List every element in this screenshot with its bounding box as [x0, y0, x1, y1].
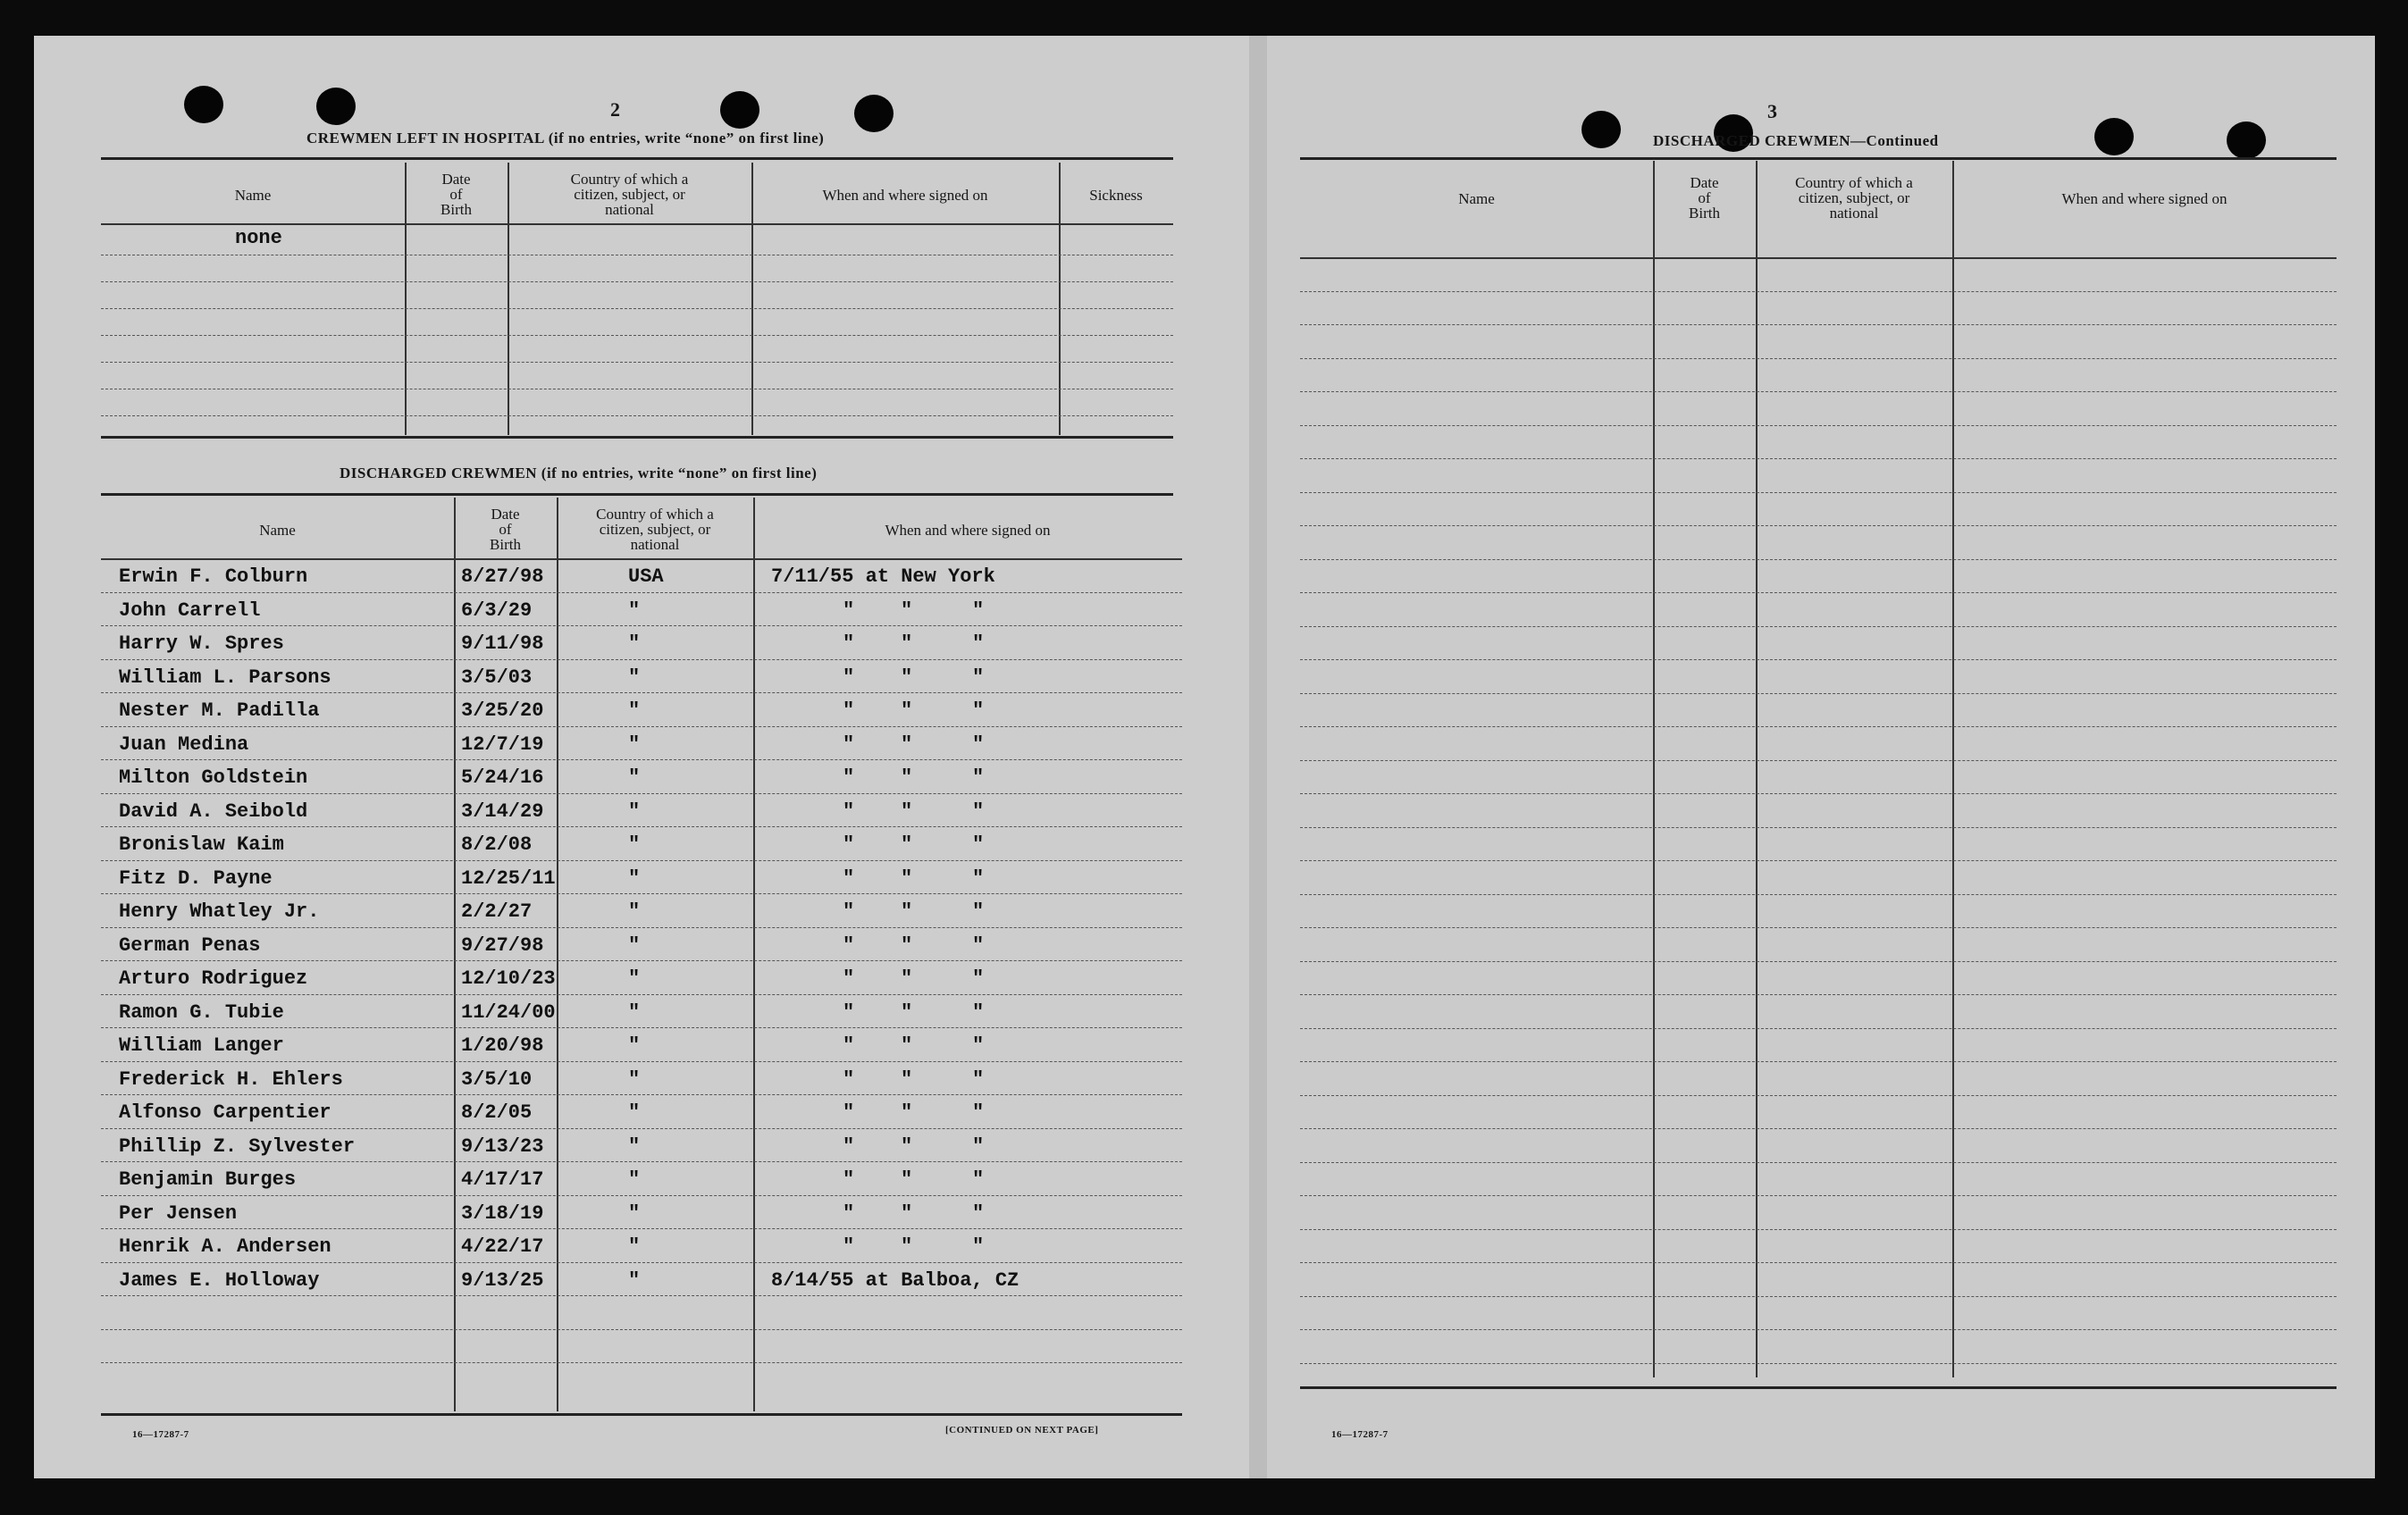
crewman-signed-on-ditto: ": [843, 632, 855, 655]
crewman-signed-on: 8/14/55 at Balboa, CZ: [771, 1268, 1019, 1292]
entry-line: [1300, 1195, 2337, 1196]
crewman-country: ": [628, 598, 641, 622]
crewman-signed-on-ditto: ": [843, 732, 855, 756]
entry-line: [1300, 827, 2337, 828]
crewman-signed-on-ditto: ": [901, 632, 913, 655]
entry-line: [1300, 358, 2337, 359]
crewman-country: ": [628, 1000, 641, 1024]
entry-line: [101, 362, 1173, 363]
entry-line: [1300, 1229, 2337, 1230]
col-head-country: Country of which a citizen, subject, or national: [570, 171, 689, 218]
entry-line: [1300, 458, 2337, 459]
crewman-signed-on-ditto: ": [972, 632, 985, 655]
crewman-signed-on-ditto: ": [901, 766, 913, 789]
crewman-name: Bronislaw Kaim: [119, 833, 284, 856]
crewman-signed-on-ditto: ": [901, 699, 913, 722]
crewman-name: Per Jensen: [119, 1201, 238, 1225]
crewman-country: ": [628, 732, 641, 756]
crewman-signed-on-ditto: ": [843, 1235, 855, 1258]
crewman-signed-on-ditto: ": [972, 1067, 985, 1091]
crewman-signed-on-ditto: ": [843, 799, 855, 823]
crewman-dob: 11/24/00: [461, 1000, 556, 1024]
entry-line: [101, 1262, 1182, 1263]
header-rule: [101, 223, 1173, 225]
col-head-dob: Date of Birth: [490, 506, 521, 553]
entry-line: [101, 281, 1173, 282]
entry-line: [1300, 927, 2337, 928]
entry-line: [101, 960, 1182, 961]
crewman-dob: 12/7/19: [461, 732, 544, 756]
crewman-name: Fitz D. Payne: [119, 866, 273, 890]
entry-line: [101, 860, 1182, 861]
crewman-country: ": [628, 967, 641, 990]
crewman-signed-on-ditto: ": [972, 833, 985, 856]
crewman-signed-on-ditto: ": [972, 1168, 985, 1191]
crewman-name: Harry W. Spres: [119, 632, 284, 655]
entry-line: [1300, 961, 2337, 962]
page-number: 3: [1767, 100, 1777, 122]
entry-line: [1300, 693, 2337, 694]
crewman-dob: 3/5/03: [461, 665, 533, 689]
entry-line: [1300, 592, 2337, 593]
hospital-title-note: (if no entries, write “none” on first line): [548, 130, 825, 146]
crewman-signed-on-ditto: ": [972, 732, 985, 756]
crewman-signed-on-ditto: ": [901, 1201, 913, 1225]
entry-line: [101, 1161, 1182, 1162]
crewman-name: Ramon G. Tubie: [119, 1000, 284, 1024]
crewman-signed-on-ditto: ": [901, 900, 913, 923]
entry-line: [101, 793, 1182, 794]
crewman-signed-on-ditto: ": [843, 900, 855, 923]
crewman-signed-on-ditto: ": [901, 833, 913, 856]
col-head-sickness: Sickness: [1089, 187, 1143, 204]
crewman-signed-on-ditto: ": [972, 1201, 985, 1225]
crewman-signed-on-ditto: ": [972, 866, 985, 890]
crewman-name: Henry Whatley Jr.: [119, 900, 320, 923]
crewman-signed-on-ditto: ": [901, 665, 913, 689]
col-head-dob: Date of Birth: [440, 171, 472, 218]
crewman-country: ": [628, 799, 641, 823]
entry-line: [101, 1195, 1182, 1196]
entry-line: [101, 759, 1182, 760]
crewman-country: ": [628, 1201, 641, 1225]
crewman-country: ": [628, 1034, 641, 1057]
header-rule: [101, 558, 1182, 560]
crewman-signed-on-ditto: ": [972, 699, 985, 722]
entry-line: [1300, 626, 2337, 627]
discharged-bottom-rule: [101, 1413, 1182, 1416]
crewman-dob: 12/10/23: [461, 967, 556, 990]
crewman-dob: 2/2/27: [461, 900, 533, 923]
entry-line: [101, 1295, 1182, 1296]
discharged-title-text: DISCHARGED CREWMEN: [340, 465, 538, 481]
punch-hole: [184, 86, 223, 123]
punch-hole: [2227, 121, 2266, 159]
entry-line: [1300, 1061, 2337, 1062]
col-head-signed: When and where signed on: [885, 522, 1051, 539]
crewman-country: ": [628, 766, 641, 789]
hospital-top-rule: [101, 157, 1173, 160]
crewman-signed-on-ditto: ": [972, 1134, 985, 1158]
crewman-dob: 3/25/20: [461, 699, 544, 722]
crewman-signed-on-ditto: ": [972, 967, 985, 990]
entry-line: [1300, 391, 2337, 392]
crewman-dob: 3/5/10: [461, 1067, 533, 1091]
crewman-country: ": [628, 1235, 641, 1258]
crewman-name: John Carrell: [119, 598, 261, 622]
entry-line: [1300, 291, 2337, 292]
entry-line: [1300, 659, 2337, 660]
column-divider: [751, 163, 753, 435]
crewman-name: German Penas: [119, 933, 261, 957]
entry-line: [101, 893, 1182, 894]
crewman-country: ": [628, 665, 641, 689]
crewman-signed-on-ditto: ": [972, 1235, 985, 1258]
crewman-signed-on-ditto: ": [843, 665, 855, 689]
crewman-name: Milton Goldstein: [119, 766, 308, 789]
entry-line: [101, 592, 1182, 593]
entry-line: [1300, 1329, 2337, 1330]
continued-section-title: DISCHARGED CREWMEN—Continued: [1653, 132, 1939, 149]
entry-line: [101, 1329, 1182, 1330]
crewman-signed-on-ditto: ": [972, 933, 985, 957]
crewman-signed-on-ditto: ": [843, 1168, 855, 1191]
entry-line: [1300, 726, 2337, 727]
entry-line: [101, 625, 1182, 626]
col-head-country: Country of which a citizen, subject, or national: [1795, 174, 1913, 222]
crewman-dob: 3/14/29: [461, 799, 544, 823]
entry-line: [101, 1061, 1182, 1062]
scanned-document: [34, 36, 2375, 1478]
crewman-signed-on-ditto: ": [843, 1067, 855, 1091]
punch-hole: [2094, 118, 2134, 155]
entry-line: [101, 692, 1182, 693]
hospital-section-title: [306, 130, 824, 147]
crewman-name: Nester M. Padilla: [119, 699, 320, 722]
crewman-signed-on-ditto: ": [843, 1101, 855, 1124]
crewman-country: ": [628, 1134, 641, 1158]
crewman-signed-on-ditto: ": [843, 699, 855, 722]
crewman-country: ": [628, 833, 641, 856]
crewman-dob: 6/3/29: [461, 598, 533, 622]
entry-line: [1300, 760, 2337, 761]
entry-line: [101, 994, 1182, 995]
crewman-signed-on-ditto: ": [972, 665, 985, 689]
right-top-rule: [1300, 157, 2337, 160]
entry-line: [1300, 425, 2337, 426]
entry-line: [1300, 525, 2337, 526]
crewman-country: ": [628, 632, 641, 655]
punch-hole: [1582, 111, 1621, 148]
entry-line: [1300, 1128, 2337, 1129]
crewman-signed-on-ditto: ": [843, 833, 855, 856]
crewman-signed-on-ditto: ": [972, 1000, 985, 1024]
crewman-signed-on-ditto: ": [901, 1067, 913, 1091]
column-divider: [1059, 163, 1061, 435]
crewman-signed-on-ditto: ": [901, 1000, 913, 1024]
crewman-signed-on-ditto: ": [843, 1034, 855, 1057]
crewman-name: Frederick H. Ehlers: [119, 1067, 343, 1091]
header-rule: [1300, 257, 2337, 259]
crewman-dob: 4/17/17: [461, 1168, 544, 1191]
punch-hole: [316, 88, 356, 125]
entry-line: [1300, 1296, 2337, 1297]
crewman-country: ": [628, 699, 641, 722]
entry-line: [101, 308, 1173, 309]
crewman-name: David A. Seibold: [119, 799, 308, 823]
crewman-signed-on-ditto: ": [901, 732, 913, 756]
discharged-top-rule: [101, 493, 1173, 496]
crewman-signed-on-ditto: ": [843, 1134, 855, 1158]
col-head-country: Country of which a citizen, subject, or national: [596, 506, 714, 553]
crewman-dob: 12/25/11: [461, 866, 556, 890]
page-number: 2: [610, 98, 620, 121]
entry-line: [1300, 894, 2337, 895]
crewman-dob: 5/24/16: [461, 766, 544, 789]
entry-line: [1300, 559, 2337, 560]
crewman-dob: 9/11/98: [461, 632, 544, 655]
crewman-name: Erwin F. Colburn: [119, 565, 308, 588]
entry-line: [101, 659, 1182, 660]
crewman-country: ": [628, 900, 641, 923]
form-number: 16—17287-7: [1331, 1429, 1389, 1440]
column-divider: [557, 498, 558, 1411]
entry-line: [101, 1094, 1182, 1095]
continued-note: [CONTINUED ON NEXT PAGE]: [945, 1425, 1099, 1435]
entry-line: [101, 1228, 1182, 1229]
crewman-country: ": [628, 933, 641, 957]
col-head-signed: When and where signed on: [822, 187, 988, 204]
crewman-signed-on: 7/11/55 at New York: [771, 565, 995, 588]
crewman-signed-on-ditto: ": [972, 598, 985, 622]
right-bottom-rule: [1300, 1386, 2337, 1389]
crewman-name: William L. Parsons: [119, 665, 331, 689]
crewman-signed-on-ditto: ": [843, 1201, 855, 1225]
col-head-dob: Date of Birth: [1689, 174, 1720, 222]
hospital-bottom-rule: [101, 436, 1173, 439]
hospital-first-entry: none: [235, 227, 282, 249]
crewman-dob: 8/27/98: [461, 565, 544, 588]
crewman-name: Alfonso Carpentier: [119, 1101, 331, 1124]
crewman-country: ": [628, 866, 641, 890]
col-head-name: Name: [259, 522, 296, 539]
col-head-name: Name: [1458, 190, 1495, 207]
crewman-signed-on-ditto: ": [901, 1034, 913, 1057]
entry-line: [101, 726, 1182, 727]
entry-line: [1300, 994, 2337, 995]
crewman-dob: 4/22/17: [461, 1235, 544, 1258]
col-head-signed: When and where signed on: [2061, 190, 2228, 207]
crewman-dob: 3/18/19: [461, 1201, 544, 1225]
punch-hole: [854, 95, 894, 132]
crewman-name: William Langer: [119, 1034, 284, 1057]
crewman-signed-on-ditto: ": [901, 799, 913, 823]
crewman-signed-on-ditto: ": [901, 933, 913, 957]
crewman-signed-on-ditto: ": [901, 598, 913, 622]
continued-table: [1300, 161, 2337, 1377]
crewman-name: Arturo Rodriguez: [119, 967, 308, 990]
entry-line: [101, 1128, 1182, 1129]
entry-line: [1300, 1162, 2337, 1163]
discharged-section-title: [340, 465, 817, 482]
col-head-name: Name: [234, 187, 272, 204]
entry-line: [1300, 860, 2337, 861]
punch-hole: [720, 91, 759, 129]
hospital-title-text: CREWMEN LEFT IN HOSPITAL: [306, 130, 544, 146]
crewman-dob: 9/13/23: [461, 1134, 544, 1158]
crewman-signed-on-ditto: ": [843, 1000, 855, 1024]
column-divider: [753, 498, 755, 1411]
column-divider: [454, 498, 456, 1411]
crewman-signed-on-ditto: ": [843, 598, 855, 622]
crewman-signed-on-ditto: ": [843, 766, 855, 789]
form-number: 16—17287-7: [132, 1429, 189, 1440]
crewman-dob: 8/2/05: [461, 1101, 533, 1124]
entry-line: [101, 1362, 1182, 1363]
crewman-signed-on-ditto: ": [901, 967, 913, 990]
crewman-signed-on-ditto: ": [843, 933, 855, 957]
discharged-table: [101, 498, 1182, 1411]
crewman-signed-on-ditto: ": [972, 799, 985, 823]
entry-line: [1300, 1363, 2337, 1364]
crewman-dob: 1/20/98: [461, 1034, 544, 1057]
entry-line: [1300, 1028, 2337, 1029]
crewman-signed-on-ditto: ": [972, 1034, 985, 1057]
left-page: [34, 36, 1249, 1478]
crewman-country: ": [628, 1168, 641, 1191]
entry-line: [1300, 1262, 2337, 1263]
hospital-table: [101, 163, 1173, 435]
right-page: [1267, 36, 2375, 1478]
entry-line: [1300, 492, 2337, 493]
crewman-signed-on-ditto: ": [972, 1101, 985, 1124]
crewman-name: Juan Medina: [119, 732, 249, 756]
entry-line: [1300, 324, 2337, 325]
crewman-dob: 9/27/98: [461, 933, 544, 957]
crewman-signed-on-ditto: ": [843, 967, 855, 990]
entry-line: [1300, 793, 2337, 794]
entry-line: [101, 415, 1173, 416]
crewman-name: Henrik A. Andersen: [119, 1235, 331, 1258]
crewman-country: ": [628, 1268, 641, 1292]
discharged-title-note: (if no entries, write “none” on first line): [541, 465, 818, 481]
crewman-signed-on-ditto: ": [901, 1101, 913, 1124]
crewman-country: ": [628, 1101, 641, 1124]
crewman-signed-on-ditto: ": [901, 1235, 913, 1258]
entry-line: [101, 1027, 1182, 1028]
crewman-dob: 8/2/08: [461, 833, 533, 856]
crewman-signed-on-ditto: ": [843, 866, 855, 890]
entry-line: [101, 826, 1182, 827]
crewman-country: USA: [628, 565, 664, 588]
crewman-signed-on-ditto: ": [901, 1134, 913, 1158]
entry-line: [101, 335, 1173, 336]
crewman-name: Phillip Z. Sylvester: [119, 1134, 356, 1158]
crewman-signed-on-ditto: ": [972, 766, 985, 789]
crewman-signed-on-ditto: ": [972, 900, 985, 923]
crewman-signed-on-ditto: ": [901, 866, 913, 890]
crewman-dob: 9/13/25: [461, 1268, 544, 1292]
crewman-name: James E. Holloway: [119, 1268, 320, 1292]
crewman-name: Benjamin Burges: [119, 1168, 297, 1191]
page-gutter: [1249, 36, 1267, 1478]
entry-line: [1300, 1095, 2337, 1096]
crewman-signed-on-ditto: ": [901, 1168, 913, 1191]
crewman-country: ": [628, 1067, 641, 1091]
entry-line: [101, 927, 1182, 928]
